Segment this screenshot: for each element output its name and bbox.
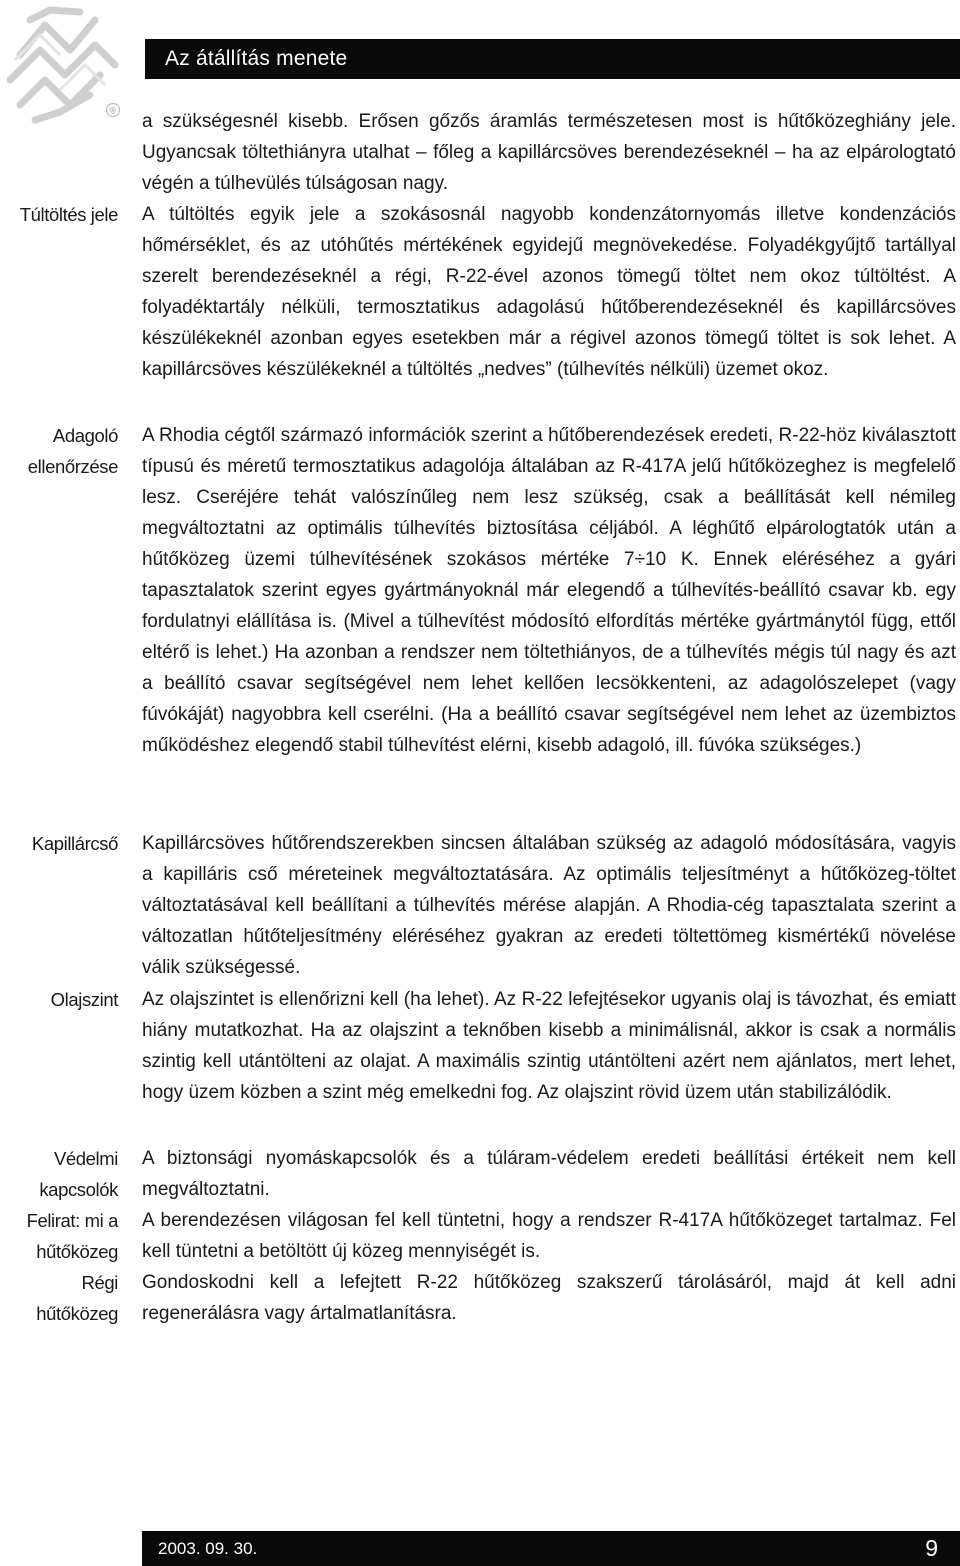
side-label-olajszint: Olajszint: [50, 989, 118, 1010]
section-title-bar: Az átállítás menete: [145, 39, 960, 79]
company-logo: [0, 0, 125, 125]
side-label-vedelmi-kapcsolok: Védelmi kapcsolók: [39, 1148, 118, 1200]
page-number: 9: [925, 1535, 938, 1561]
paragraph-regi-hutokozeg: Gondoskodni kell a lefejtett R-22 hűtőközeg szakszerű tárolásáról, majd át kell adni regenerálásra vagy ártalmatlanításra.: [142, 1272, 956, 1324]
paragraph-tultoltes-jele: A túltöltés egyik jele a szokásosnál nagyobb kondenzátornyomás illetve kondenzációs hőmérséklet, és az utóhűtés mértékének egyidejű megnövekedése. Folyadékgyűjtő tartállyal szerelt berendezéseknél a régi, R-22-ével azonos tömegű töltet nem okoz túltöltést. A folyadéktartály nélküli, termosztatikus adagolású hűtőberendezéseknél és kapillárcsöves készülékeknél azonban egyes esetekben már a régivel azonos tömegű töltet is sok lehet. A kapillárcsöves készülékeknél a túltöltés „nedves” (túlhevítés nélküli) üzemet okoz.: [142, 204, 956, 380]
side-label-tultoltes-jele: Túltöltés jele: [19, 204, 118, 225]
side-label-kapillarcso: Kapillárcső: [31, 833, 118, 854]
side-label-regi-hutokozeg: Régi hűtőközeg: [36, 1272, 118, 1324]
paragraph-adagolo-ellenorzese: A Rhodia cégtől származó információk szerint a hűtőberendezések eredeti, R-22-höz kiválasztott típusú és méretű termosztatikus adagolója általában az R-417A jelű hűtőközeghez is megfelelő lesz. Cseréjére tehát valószínűleg nem lesz szükség, csak a beállítását kell némileg megváltoztatni az optimális túlhevítés biztosítása céljából. A léghűtő elpárologtatók után a hűtőközeg üzemi túlhevítésének szokásos mértéke 7÷10 K. Ennek eléréséhez a gyári tapasztalatok szerint egyes gyártmányoknál már elegendő a túlhevítés-beállító csavar kb. egy fordulatnyi elállítása is. (Mivel a túlhevítést módosító elfordítás mértéke gyártmánytól függ, ettől eltérő is lehet.) Ha azonban a rendszer nem töltethiányos, de a túlhevítés mégis túl nagy és azt a beállító csavar segítségével nem lehet kellően lecsökkenteni, az adagolószelepet (vagy fúvókáját) nagyobbra kell cserélni. (Ha a beállító csavar segítségével nem lehet az üzembiztos működéshez elegendő stabil túlhevítést elérni, kisebb adagoló, ill. fúvóka szükséges.): [142, 425, 956, 756]
paragraph-felirat: A berendezésen világosan fel kell tüntetni, hogy a rendszer R-417A hűtőközeget tartalmaz. Fel kell tüntetni a betöltött új közeg mennyiségét is.: [142, 1210, 956, 1262]
paragraph-intro-continuation: a szükségesnél kisebb. Erősen gőzős áramlás természetesen most is hűtőközeghiány jele. Ugyancsak töltethiányra utalhat – főleg a kapillárcsöves berendezéseknél – ha az elpárologtató végén a túlhevülés túlságosan nagy.: [142, 111, 956, 194]
side-label-adagolo-ellenorzese: Adagoló ellenőrzése: [27, 425, 118, 477]
paragraph-olajszint: Az olajszintet is ellenőrizni kell (ha lehet). Az R-22 lefejtésekor ugyanis olaj is távozhat, és emiatt hiány mutatkozhat. Ha az olajszint a teknőben kisebb a minimálisnál, akkor is csak a normális szintig kell utántölteni az olajat. A maximális szintig utántölteni azért nem ajánlatos, mert lehet, hogy üzem közben a szint még emelkedni fog. Az olajszint rövid üzem után stabilizálódik.: [142, 989, 956, 1103]
registered-mark: ®: [109, 105, 117, 116]
paragraph-vedelmi-kapcsolok: A biztonsági nyomáskapcsolók és a túláram-védelem eredeti beállítási értékeit nem kell megváltoztatni.: [142, 1148, 956, 1200]
side-label-felirat: Felirat: mi a hűtőközeg: [26, 1210, 118, 1262]
page-footer: [142, 1531, 960, 1566]
paragraph-kapillarcso: Kapillárcsöves hűtőrendszerekben sincsen általában szükség az adagoló módosítására, vagyis a kapilláris cső méreteinek megváltoztatására. Az optimális teljesítményt a hűtőközeg-töltet változtatásával kell beállítani a túlhevítés mérése alapján. A Rhodia-cég tapasztalata szerint a változatlan hűtőteljesítmény eléréséhez gyakran az eredeti töltettömeg kismértékű növelése válik szükségessé.: [142, 833, 956, 978]
footer-date: 2003. 09. 30.: [158, 1539, 258, 1558]
